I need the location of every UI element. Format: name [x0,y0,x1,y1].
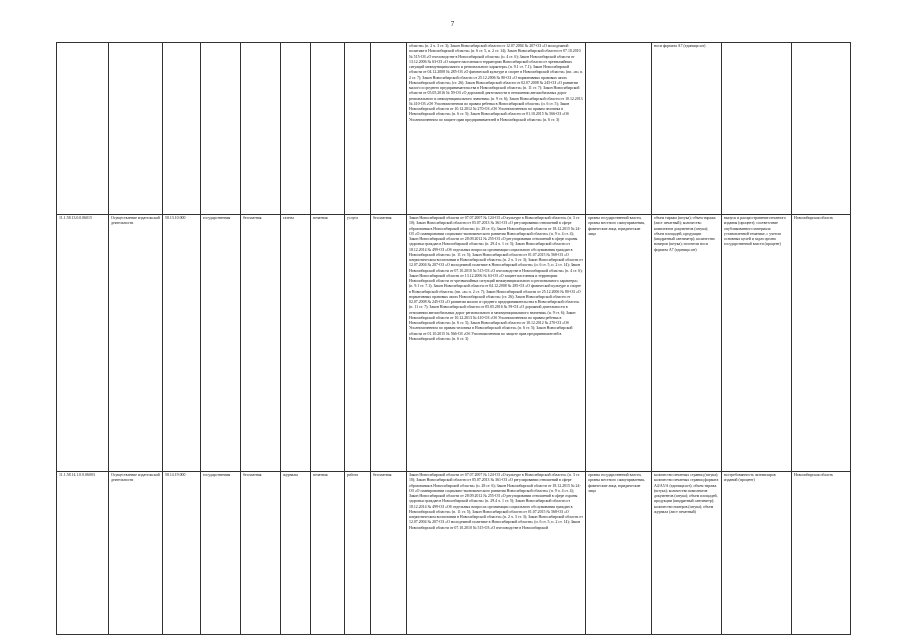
consumers-cell: органы государственной власти, органы местного самоуправления, физические лица, юридические лица [586,472,652,635]
service-type-cell: государственная [201,472,241,635]
volume-indicators-cell: носи формата А7 (единица шт) [652,43,722,215]
content-cell: журналы [281,472,311,635]
volume-indicators-cell: объем тиража (штука); объем тиража (лист печатный); количество комплектов документов (штука); объем площадей, продукции (квадратный сантиметр); количество номеров (штука); носители носи формата А7 (единица шт) [652,215,722,472]
okved-code-cell [163,43,201,215]
service-code-cell: 11.1.58.14.1.0.0.06003 [57,472,109,635]
table-row [57,215,851,472]
kind-cell: услуга [345,215,371,472]
page-number: 7 [450,20,455,28]
quality-indicators-cell [722,43,792,215]
payment-cell: бесплатная [241,215,281,472]
service-type-cell: государственная [201,215,241,472]
consumers-cell [586,43,652,215]
price-cell [371,43,407,215]
services-registry-table [56,42,851,635]
form-cell: печатная [311,215,345,472]
kind-cell [345,43,371,215]
price-cell: бесплатная [371,215,407,472]
legal-basis-cell: Закон Новосибирской области от 07.07.2007 № 124-ОЗ «О культуре в Новосибирской области» (п. 3 ст. 10); Закон Новосибирской области от 05.07.2013 № 361-ОЗ «О регулировании отношений в сфере образования в Новосибирской области» (п. 28 ст. 6); Закон Новосибирской области от 18.12.2015 № 24-ОЗ «О планировании социально-экономического развития Новосибирской области» (п. 9 ч. 4 ст. 4); Закон Новосибирской области от 28.09.2012 № 255-ОЗ «О регулировании отношений в сфере охраны здоровья граждан в Новосибирской области» (п. 29.4 ч. 1 ст. 5); Закон Новосибирской области от 18.12.2014 № 499-ОЗ «Об отдельных вопросах организации социального обслуживания граждан в Новосибирской области» (п. 11 ст. 5); Закон Новосибирской области от 01.07.2015 № 568-ОЗ «О патриотическом воспитании в Новосибирской области» (п. 2 ч. 3 ст. 3); Закон Новосибирской области от 12.07.2004 № 207-ОЗ «О молодежной политике в Новосибирской области» (п. 6 ст. 5, п. 2 ст. 14); Закон Новосибирской области от 07.10.2010 № 515-ОЗ «О пчеловодстве в Новосибирской области» (п. 4 ст. 6); Закон Новосибирской области от 13.12.2006 № 63-ОЗ «О защите населения и территории Новосибирской области от чрезвычайных ситуаций межмуниципального и регионального характера» (п. 9.1 ст. 7.1); Закон Новосибирской области от 04.12.2008 № 285-ОЗ «О физической культуре и спорте в Новосибирской области» (пп. «в» п. 2 ст. 7); Закон Новосибирской области от 25.12.2006 № 80-ОЗ «О нормативных правовых актах Новосибирской области» (ст. 26); Закон Новосибирской области от 02.07.2008 № 245-ОЗ «О развитии малого и среднего предпринимательства в Новосибирской области» (п. 11 ст. 7); Закон Новосибирской области от 05.05.2016 № 59-ОЗ «О дорожной деятельности в отношении автомобильных дорог регионального и межмуниципального значения» (п. 9 ст. 6); Закон Новосибирской области от 10.12.2013 № 410-ОЗ «Об Уполномоченном по правам ребенка в Новосибирской области» (п. 6 ст. 5); Закон Новосибирской области от 10.12.2012 № 270-ОЗ «Об Уполномоченном по правам человека в Новосибирской области» (п. 6 ст. 5); Закон Новосибирской области от 01.10.2015 № 566-ОЗ «Об Уполномоченном по защите прав предпринимателей в Новосибирской области» (п. 6 ст. 3) [407,215,586,472]
service-code-cell [57,43,109,215]
region-cell: Новосибирская область [792,472,851,635]
payment-cell [241,43,281,215]
service-name-cell: Осуществление издательской деятельности [109,215,163,472]
price-cell: бесплатная [371,472,407,635]
service-name-cell [109,43,163,215]
table-row [57,472,851,635]
legal-basis-cell: Закон Новосибирской области от 07.07.2007 № 124-ОЗ «О культуре в Новосибирской области» (п. 3 ст. 10); Закон Новосибирской области от 05.07.2013 № 361-ОЗ «О регулировании отношений в сфере образования в Новосибирской области» (п. 28 ст. 6); Закон Новосибирской области от 18.12.2015 № 24-ОЗ «О планировании социально-экономического развития Новосибирской области» (п. 9 ч. 4 ст. 4); Закон Новосибирской области от 28.09.2012 № 255-ОЗ «О регулировании отношений в сфере охраны здоровья граждан в Новосибирской области» (п. 29.4 ч. 1 ст. 5); Закон Новосибирской области от 18.12.2014 № 499-ОЗ «Об отдельных вопросах организации социального обслуживания граждан в Новосибирской области» (п. 11 ст. 5); Закон Новосибирской области от 01.07.2015 № 568-ОЗ «О патриотическом воспитании в Новосибирской области» (п. 2 ч. 3 ст. 3); Закон Новосибирской области от 12.07.2004 № 207-ОЗ «О молодежной политике в Новосибирской области» (п. 6 ст. 5, п. 2 ст. 14); Закон Новосибирской области от 07.10.2010 № 515-ОЗ «О пчеловодстве в Новосибирской [407,472,586,635]
region-cell: Новосибирская область [792,215,851,472]
quality-indicators-cell: выпуск и распространение печатного издания (процент); соответствие опубликованного материала установленной тематике, с учетом основных целей и задач органа государственной власти (процент) [722,215,792,472]
region-cell [792,43,851,215]
kind-cell: работа [345,472,371,635]
quality-indicators-cell: востребованность экземпляров изданий (процент) [722,472,792,635]
form-cell: печатная [311,472,345,635]
service-code-cell: 11.1.58.13.0.0.06015 [57,215,109,472]
content-cell: газеты [281,215,311,472]
payment-cell: бесплатная [241,472,281,635]
consumers-cell: органы государственной власти, органы местного самоуправления, физические лица, юридические лица [586,215,652,472]
legal-basis-cell: области» (п. 2 ч. 3 ст. 3); Закон Новосибирской области от 12.07.2004 № 207-ОЗ «О молодежной политике в Новосибирской области» (п. 6 ст. 5, п. 2 ст. 14); Закон Новосибирской области от 07.10.2010 № 515-ОЗ «О пчеловодстве в Новосибирской области» (п. 4 ст. 6); Закон Новосибирской области от 13.12.2006 № 63-ОЗ «О защите населения и территории Новосибирской области от чрезвычайных ситуаций межмуниципального и регионального характера» (п. 9.1 ст. 7.1); Закон Новосибирской области от 04.12.2008 № 285-ОЗ «О физической культуре и спорте в Новосибирской области» (пп. «в» п. 2 ст. 7); Закон Новосибирской области от 25.12.2006 № 80-ОЗ «О нормативных правовых актах Новосибирской области» (ст. 26); Закон Новосибирской области от 02.07.2008 № 245-ОЗ «О развитии малого и среднего предпринимательства в Новосибирской области» (п. 11 ст. 7); Закон Новосибирской области от 05.05.2016 № 59-ОЗ «О дорожной деятельности в отношении автомобильных дорог регионального и межмуниципального значения» (п. 9 ст. 6); Закон Новосибирской области от 10.12.2013 № 410-ОЗ «Об Уполномоченном по правам ребенка в Новосибирской области» (п. 6 ст. 5); Закон Новосибирской области от 10.12.2012 № 270-ОЗ «Об Уполномоченном по правам человека в Новосибирской области» (п. 6 ст. 5); Закон Новосибирской области от 01.10.2015 № 566-ОЗ «Об Уполномоченном по защите прав предпринимателей в Новосибирской области» (п. 6 ст. 3) [407,43,586,215]
volume-indicators-cell: количество печатных страниц (штука); количество печатных страниц формата А4/А5/А (единица шт); объем тиража (штука); количество комплектов документов (штука); объем площадей, продукции (квадратный сантиметр); количество номеров (штука); объем журнала (лист печатный) [652,472,722,635]
form-cell [311,43,345,215]
table-row [57,43,851,215]
service-type-cell [201,43,241,215]
okved-code-cell: 58.14.19.000 [163,472,201,635]
content-cell [281,43,311,215]
service-name-cell: Осуществление издательской деятельности [109,472,163,635]
okved-code-cell: 58.13.10.000 [163,215,201,472]
